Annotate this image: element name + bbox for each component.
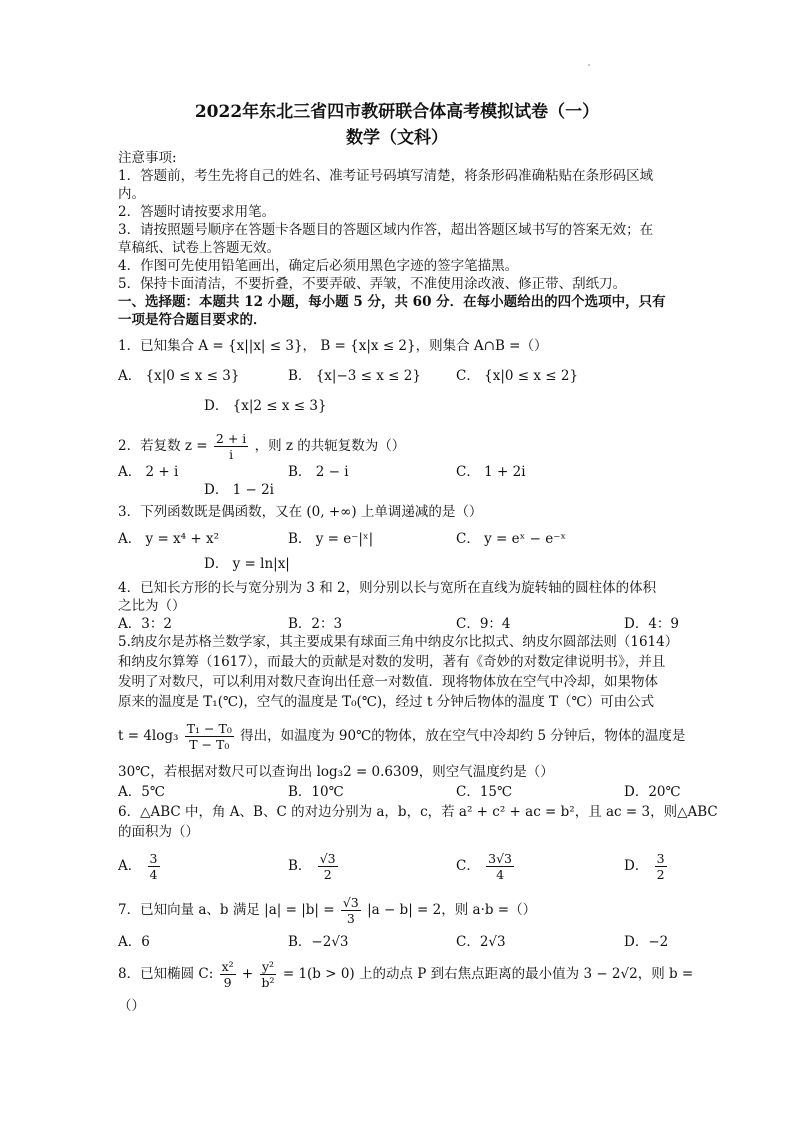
q6-option-a	[118, 846, 162, 886]
q6-option-a-label: A．	[118, 858, 142, 874]
q5-line-1: 5.纳皮尔是苏格兰数学家，其主要成果有球面三角中纳皮尔比拟式、纳皮尔圆部法则（1614）	[118, 634, 679, 650]
q6-option-c-num: 3√3	[488, 851, 513, 866]
q5-option-d: D．20℃	[624, 784, 681, 800]
q7-stem	[118, 890, 536, 930]
q2-fraction-den: i	[229, 447, 234, 462]
q6-option-c	[456, 846, 516, 886]
q2-fraction	[214, 431, 248, 462]
q7-stem-pre: 7．已知向量 a、b 满足 |a| = |b| =	[118, 902, 335, 918]
note-2: 2．答题时请按要求用笔。	[118, 204, 276, 220]
q6-option-d-label: D．	[624, 858, 649, 874]
q5-line-2: 和纳皮尔算筹（1617），而最大的贡献是对数的发明，著有《奇妙的对数定律说明书》，并且	[118, 654, 666, 670]
note-5: 5．保持卡面清洁，不要折叠，不要弄破、弄皱，不准使用涂改液、修正带、刮纸刀。	[118, 276, 627, 292]
q4-stem: 4．已知长方形的长与宽分别为 3 和 2，则分别以长与宽所在直线为旋转轴的圆柱体的体积	[118, 580, 657, 596]
q1-option-b: B． {x|−3 ≤ x ≤ 2}	[288, 368, 421, 384]
q7-stem-post: |a − b| = 2，则 a·b =（）	[367, 902, 537, 918]
q8-fraction-x-den: 9	[223, 975, 232, 990]
q5-formula-post: 得出，如温度为 90℃的物体，放在空气中冷却约 5 分钟后，物体的温度是	[240, 728, 686, 744]
q5-option-b: B．10℃	[288, 784, 344, 800]
q8-fraction-y	[260, 959, 277, 990]
scan-dot	[588, 64, 590, 66]
q8-fraction-y-den: b²	[261, 975, 275, 990]
q6-option-a-den: 4	[149, 867, 158, 882]
q4-stem-cont: 之比为（）	[118, 598, 186, 614]
q7-fraction	[341, 895, 361, 926]
q6-option-b-fraction	[318, 851, 338, 882]
q5-line-3: 发明了对数尺，可以利用对数尺查询出任意一对数值．现将物体放在空气中冷却，如果物体	[118, 674, 658, 690]
q2-option-b: B． 2 − i	[288, 464, 349, 480]
q1-option-d: D． {x|2 ≤ x ≤ 3}	[204, 398, 327, 414]
q7-option-a: A．6	[118, 934, 150, 950]
q5-option-c: C．15℃	[456, 784, 513, 800]
q2-stem-post: ，则 z 的共轭复数为（）	[254, 438, 406, 454]
q6-option-b-den: 2	[323, 867, 332, 882]
q5-line-4: 原来的温度是 T₁(℃)，空气的温度是 T₀(℃)，经过 t 分钟后物体的温度 T（℃）可由公式	[118, 694, 655, 710]
q5-option-a: A．5℃	[118, 784, 165, 800]
q6-option-d	[624, 846, 669, 886]
q6-option-c-label: C．	[456, 858, 480, 874]
q6-option-a-num: 3	[149, 851, 158, 866]
q6-stem: 6．△ABC 中，角 A、B、C 的对边分别为 a，b，c，若 a² + c² + ac = b²，且 ac = 3，则△ABC	[118, 804, 718, 820]
q4-option-d: D．4：9	[624, 616, 680, 632]
q8-stem-cont: （）	[118, 998, 145, 1014]
q5-formula-den: T − T₀	[189, 737, 230, 752]
q4-option-b: B．2：3	[288, 616, 343, 632]
note-3-cont: 草稿纸、试卷上答题无效。	[118, 240, 280, 256]
q1-option-a: A． {x|0 ≤ x ≤ 3}	[118, 368, 240, 384]
exam-title: 2022年东北三省四市教研联合体高考模拟试卷（一）	[194, 102, 600, 122]
q8-fraction-x-num: x²	[221, 959, 234, 974]
q8-fraction-y-num: y²	[262, 959, 275, 974]
q5-formula-fraction	[185, 721, 234, 752]
q6-option-d-num: 3	[656, 851, 665, 866]
notes-heading: 注意事项:	[118, 150, 177, 166]
section-heading: 一、选择题：本题共 12 小题，每小题 5 分，共 60 分．在每小题给出的四个选项中，只有	[118, 294, 666, 310]
q8-stem-post: = 1(b > 0) 上的动点 P 到右焦点距离的最小值为 3 − 2√2，则 b =	[282, 966, 694, 982]
q8-fraction-x	[220, 959, 236, 990]
q2-option-a: A． 2 + i	[118, 464, 179, 480]
q3-option-b: B． y = e⁻|ˣ|	[288, 531, 374, 547]
q6-option-d-den: 2	[656, 867, 665, 882]
q6-stem-cont: 的面积为（）	[118, 824, 199, 840]
q6-option-c-den: 4	[496, 867, 505, 882]
note-4: 4．作图可先使用铅笔画出，确定后必须用黑色字迹的签字笔描黑。	[118, 258, 519, 274]
q3-option-a: A． y = x⁴ + x²	[118, 531, 220, 547]
q8-plus: +	[241, 966, 254, 982]
q3-option-d: D． y = ln|x|	[204, 556, 290, 572]
q8-stem-pre: 8．已知椭圆 C:	[118, 966, 214, 982]
q7-fraction-den: 3	[346, 911, 355, 926]
q6-option-b	[288, 846, 340, 886]
q1-option-c: C． {x|0 ≤ x ≤ 2}	[456, 368, 579, 384]
q3-stem: 3．下列函数既是偶函数，又在 (0, +∞) 上单调递减的是（）	[118, 504, 483, 520]
q6-option-b-label: B．	[288, 858, 312, 874]
q5-formula-pre: t = 4log₃	[118, 728, 179, 744]
note-1: 1．答题前，考生先将自己的姓名、准考证号码填写清楚，将条形码准确粘贴在条形码区域	[118, 168, 654, 184]
q6-option-d-fraction	[655, 851, 667, 882]
q5-formula-num: T₁ − T₀	[186, 721, 232, 736]
q5-formula-line	[118, 716, 685, 756]
exam-subtitle: 数学（文科）	[346, 128, 448, 148]
q6-option-a-fraction	[148, 851, 160, 882]
q4-option-a: A．3：2	[118, 616, 172, 632]
note-3: 3．请按照题号顺序在答题卡各题目的答题区域内作答，超出答题区域书写的答案无效；在	[118, 222, 654, 238]
q2-option-d: D． 1 − 2i	[204, 482, 275, 498]
q2-option-c: C． 1 + 2i	[456, 464, 526, 480]
q8-stem	[118, 954, 693, 994]
q6-option-b-num: √3	[319, 851, 336, 866]
q4-option-c: C．9：4	[456, 616, 511, 632]
q7-option-b: B．−2√3	[288, 934, 349, 950]
q2-fraction-num: 2 + i	[215, 431, 247, 446]
q2-stem	[118, 426, 405, 466]
q3-option-c: C． y = eˣ − e⁻ˣ	[456, 531, 567, 547]
q2-stem-pre: 2．若复数 z =	[118, 438, 208, 454]
q7-option-c: C．2√3	[456, 934, 506, 950]
q5-line-6: 30℃，若根据对数尺可以查询出 log₃2 = 0.6309，则空气温度约是（）	[118, 764, 554, 780]
q6-option-c-fraction	[486, 851, 514, 882]
q7-fraction-num: √3	[342, 895, 359, 910]
note-1-cont: 内。	[118, 186, 145, 202]
section-heading-cont: 一项是符合题目要求的．	[118, 312, 267, 328]
q7-option-d: D．−2	[624, 934, 669, 950]
q1-stem: 1．已知集合 A = {x||x| ≤ 3}， B = {x|x ≤ 2}，则集合 A∩B =（）	[118, 338, 548, 354]
